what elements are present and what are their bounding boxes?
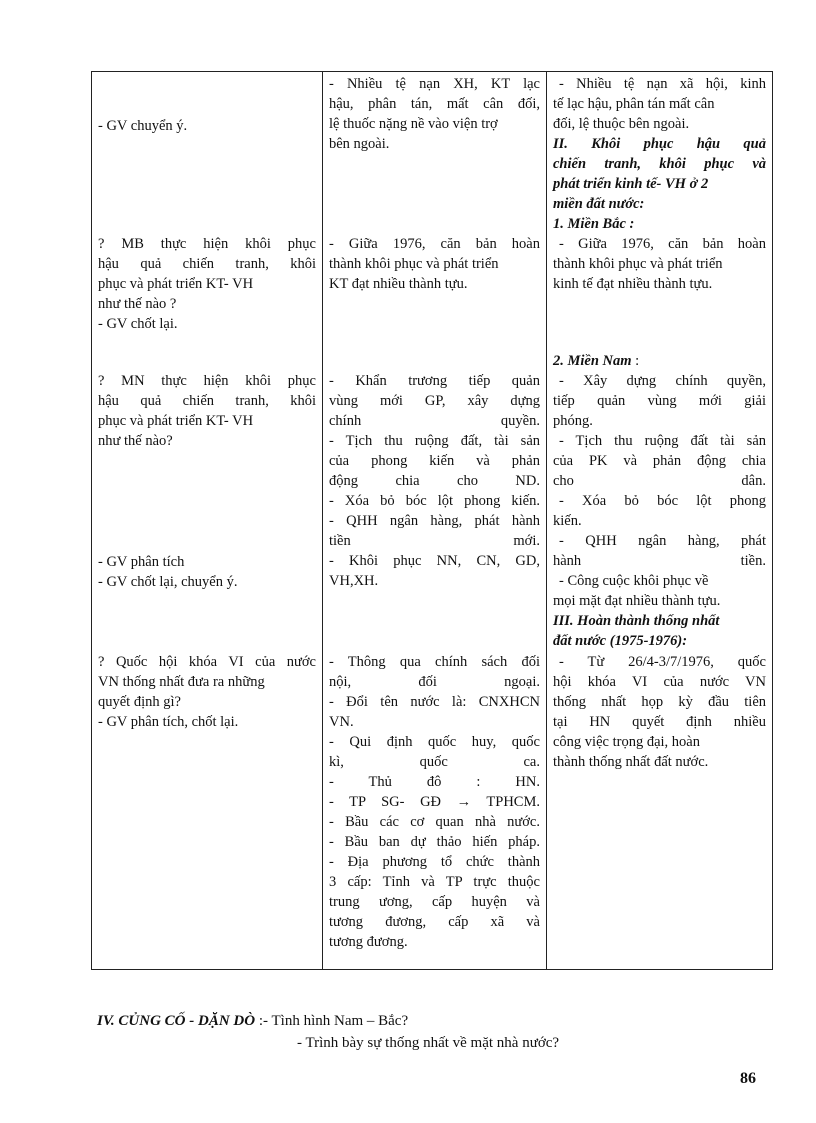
section-iii-heading	[553, 611, 766, 651]
text-line: đất nước (1975-1976):	[553, 633, 688, 649]
text-line: - QHH ngân hàng, phát	[559, 533, 766, 549]
text-line: tương đương, cấp xã và	[329, 914, 540, 930]
text-line: hậu, phân tán, mất cân đối,	[329, 96, 540, 112]
south-heading: 2. Miền Nam :	[553, 353, 640, 369]
text-line: tiền mới.	[329, 533, 540, 549]
teacher-question-north	[98, 234, 316, 334]
text-line: - Xây dựng chính quyền,	[559, 373, 766, 389]
text-line: II. Khôi phục hậu quả	[553, 136, 766, 152]
text-line: quyết định gì?	[98, 694, 181, 710]
teacher-note-2	[98, 552, 316, 592]
text-line: hội khóa VI của nước VN	[553, 674, 766, 690]
text-line: miền đất nước:	[553, 196, 645, 212]
text-line: - Bầu ban dự thảo hiến pháp.	[329, 834, 540, 850]
text-line: phục và phát triển KT- VH	[98, 276, 254, 292]
text-line: - Giữa 1976, căn bản hoàn	[329, 236, 540, 252]
text-line: - Công cuộc khôi phục về	[559, 573, 709, 589]
teacher-question-congress	[98, 652, 316, 732]
text-line: - Thông qua chính sách đối	[329, 654, 540, 670]
text-line: - Xóa bỏ bóc lột phong	[559, 493, 766, 509]
text-line: kì, quốc ca.	[329, 754, 540, 770]
text-line: - Giữa 1976, căn bản hoàn	[559, 236, 766, 252]
teacher-activity-column	[92, 72, 323, 970]
text-line: thống nhất họp kỳ đầu tiên	[553, 694, 766, 710]
text-line: phóng.	[553, 413, 593, 429]
text-line: động chia cho ND.	[329, 473, 540, 489]
consolidation-line-1: IV. CỦNG CỐ - DẶN DÒ :- Tình hình Nam – Bắc?	[97, 1013, 409, 1029]
consolidation-section	[97, 1010, 559, 1054]
student-answer-north	[329, 234, 540, 294]
text-line: VN thống nhất đưa ra những	[98, 674, 265, 690]
text-line: III. Hoàn thành thống nhất	[553, 613, 720, 629]
text-line: ? MB thực hiện khôi phục	[98, 236, 316, 252]
text-line: như thế nào ?	[98, 296, 177, 312]
text-line: kinh tế đạt nhiều thành tựu.	[553, 276, 713, 292]
text-line: - GV phân tích	[98, 554, 185, 570]
text-line: thành khôi phục và phát triển	[553, 256, 723, 272]
text-line: - Đổi tên nước là: CNXHCN	[329, 694, 540, 710]
text-line: chính quyền.	[329, 413, 540, 429]
teacher-question-south	[98, 371, 316, 451]
text-line: lệ thuốc nặng nề vào viện trợ	[329, 116, 498, 132]
text-line: - Tịch thu ruộng đất, tài sản	[329, 433, 540, 449]
content-south	[553, 371, 766, 611]
text-line: bên ngoài.	[329, 136, 390, 152]
text-line: VH,XH.	[329, 573, 379, 589]
consolidation-line-2: - Trình bày sự thống nhất về mặt nhà nước?	[297, 1035, 560, 1051]
text-line: - GV chốt lại, chuyển ý.	[98, 574, 238, 590]
text-line: - QHH ngân hàng, phát hành	[329, 513, 540, 529]
consolidation-heading: IV. CỦNG CỐ - DẶN DÒ	[97, 1013, 256, 1029]
text-line: của phong kiến và phản	[329, 453, 540, 469]
north-heading: 1. Miền Bắc :	[553, 216, 635, 232]
lesson-table	[91, 71, 773, 970]
lesson-content-column	[547, 72, 773, 970]
text-line: phát triển kinh tế- VH ở 2	[553, 176, 709, 192]
text-line: đối, lệ thuộc bên ngoài.	[553, 116, 690, 132]
text-line: - Khôi phục NN, CN, GD,	[329, 553, 540, 569]
text-line: hành tiền.	[553, 553, 766, 569]
text-line: của PK và phản động chia	[553, 453, 766, 469]
text-line: hậu quả chiến tranh, khôi	[98, 256, 316, 272]
text-line: 3 cấp: Tỉnh và TP trực thuộc	[329, 874, 540, 890]
text-line: kiến.	[553, 513, 582, 529]
student-answer-congress	[329, 652, 540, 952]
text-line: - Bầu các cơ quan nhà nước.	[329, 814, 540, 830]
text-line: như thế nào?	[98, 433, 173, 449]
text-line: mọi mặt đạt nhiều thành tựu.	[553, 593, 721, 609]
content-congress	[553, 652, 766, 772]
content-situation	[553, 74, 766, 134]
text-line: VN.	[329, 714, 354, 730]
text-line: - Từ 26/4-3/7/1976, quốc	[559, 654, 766, 670]
text-line: - Nhiều tệ nạn xã hội, kinh	[559, 76, 766, 92]
text-line: - Khẩn trương tiếp quản	[329, 373, 540, 389]
text-line: ? Quốc hội khóa VI của nước	[98, 654, 316, 670]
text-line: - TP SG- GĐ → TPHCM.	[329, 794, 540, 810]
text-line: - Tịch thu ruộng đất tài sản	[559, 433, 766, 449]
text-line: tế lạc hậu, phân tán mất cân	[553, 96, 715, 112]
text-line: hậu quả chiến tranh, khôi	[98, 393, 316, 409]
text-line: thành khôi phục và phát triển	[329, 256, 499, 272]
text-line: - GV phân tích, chốt lại.	[98, 714, 239, 730]
teacher-note-1: - GV chuyển ý.	[98, 118, 188, 134]
page-number: 86	[740, 1070, 756, 1087]
text-line: - Thủ đô : HN.	[329, 774, 540, 790]
section-ii-heading	[553, 134, 766, 214]
text-line: tiếp quản vùng mới giải	[553, 393, 766, 409]
text-line: công việc trọng đại, hoàn	[553, 734, 700, 750]
text-line: tương đương.	[329, 934, 408, 950]
content-north	[553, 234, 766, 294]
text-line: vùng mới GP, xây dựng	[329, 393, 540, 409]
student-answer-1	[329, 74, 540, 154]
text-line: trung ương, cấp huyện và	[329, 894, 540, 910]
text-line: - Xóa bỏ bóc lột phong kiến.	[329, 493, 540, 509]
student-answer-south	[329, 371, 540, 591]
text-line: - Qui định quốc huy, quốc	[329, 734, 540, 750]
student-activity-column	[323, 72, 547, 970]
text-line: thành thống nhất đất nước.	[553, 754, 709, 770]
text-line: - Địa phương tổ chức thành	[329, 854, 540, 870]
text-line: - Nhiều tệ nạn XH, KT lạc	[329, 76, 540, 92]
text-line: chiến tranh, khôi phục và	[553, 156, 766, 172]
text-line: - GV chốt lại.	[98, 316, 178, 332]
text-line: tại HN quyết định nhiều	[553, 714, 766, 730]
text-line: KT đạt nhiều thành tựu.	[329, 276, 468, 292]
text-line: phục và phát triển KT- VH	[98, 413, 254, 429]
text-line: nội, đối ngoại.	[329, 674, 540, 690]
text-line: cho dân.	[553, 473, 766, 489]
text-line: ? MN thực hiện khôi phục	[98, 373, 316, 389]
